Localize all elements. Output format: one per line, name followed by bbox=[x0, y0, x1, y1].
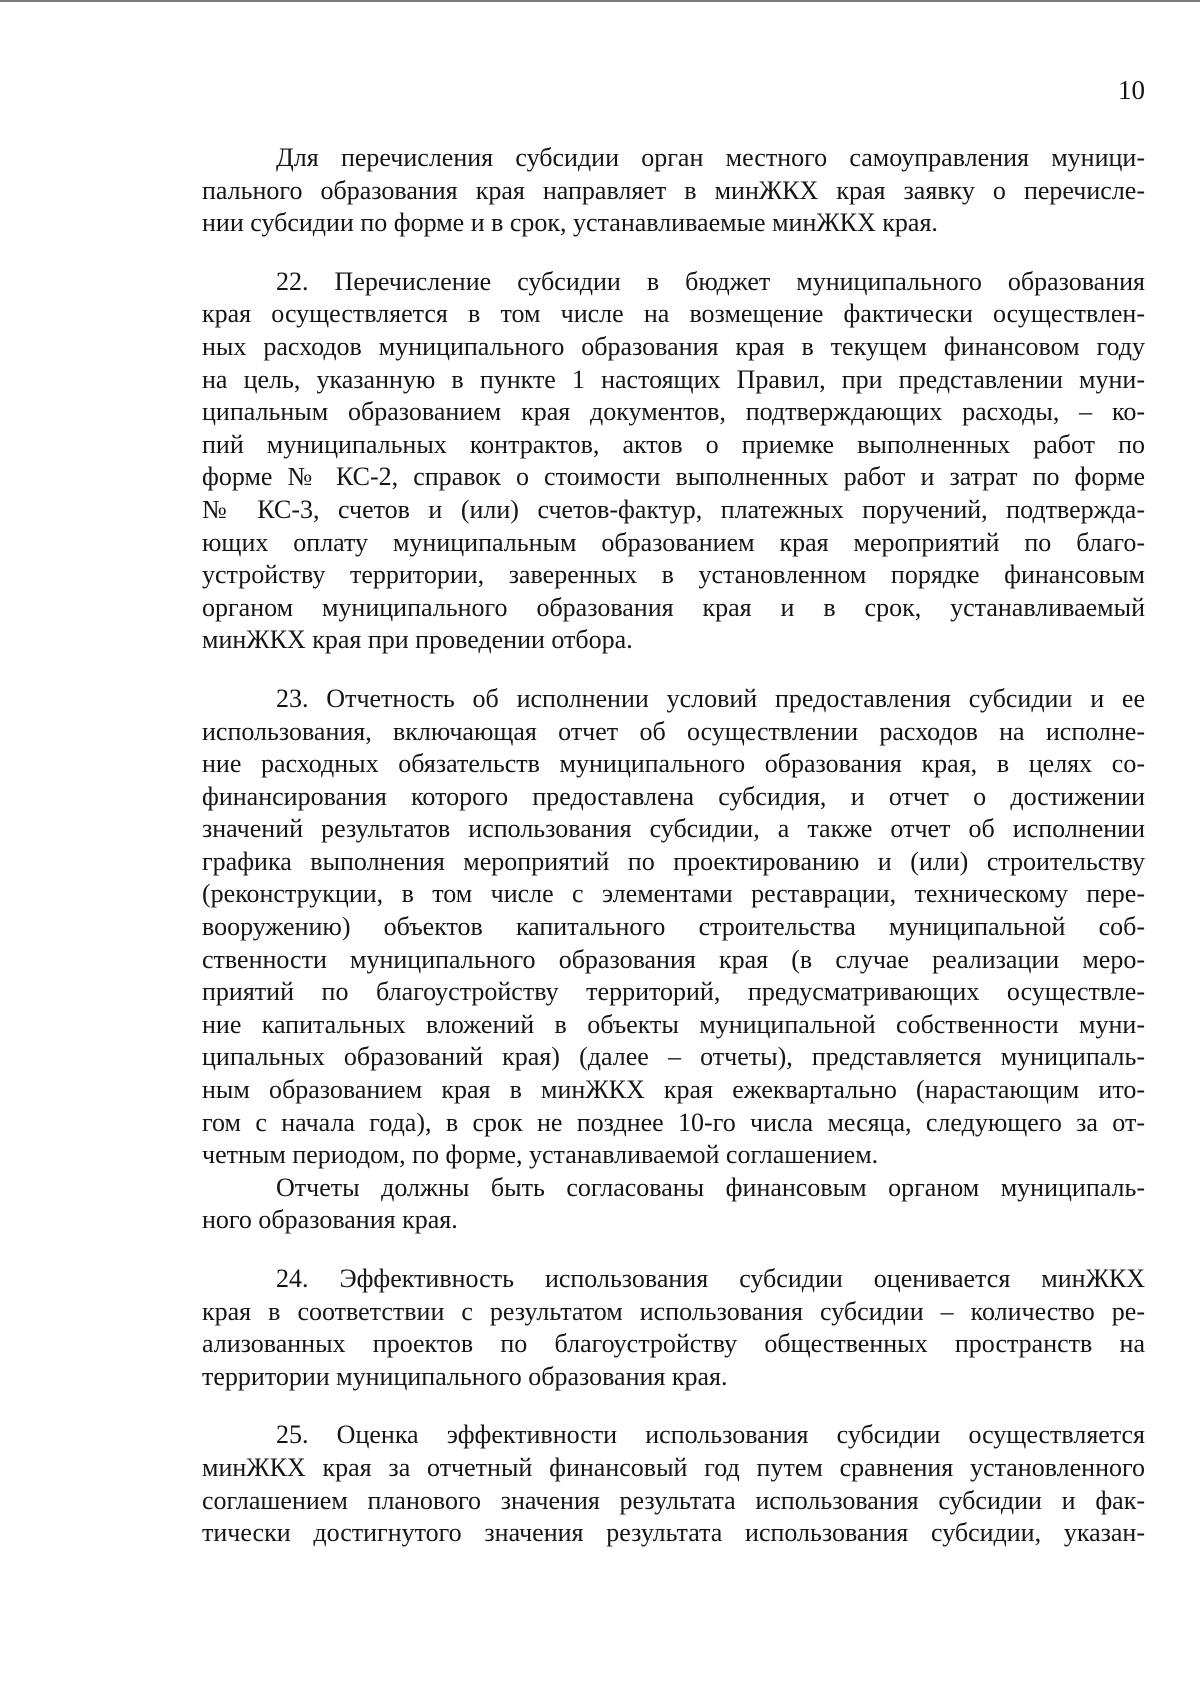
text-line: графика выполнения мероприятий по проектированию и (или) строительству bbox=[202, 846, 1145, 876]
text-line: 23. Отчетность об исполнении условий предоставления субсидии и ее bbox=[276, 683, 1145, 713]
text-line: четным периодом, по форме, устанавливаемой соглашением. bbox=[202, 1140, 879, 1170]
scan-edge-line bbox=[0, 0, 1200, 2]
text-line: 22. Перечисление субсидии в бюджет муниципального образования bbox=[276, 266, 1145, 296]
text-line: гом с начала года), в срок не позднее 10-го числа месяца, следующего за от- bbox=[202, 1107, 1145, 1137]
text-line: пального образования края направляет в минЖКХ края заявку о перечисле- bbox=[202, 175, 1145, 205]
paragraph-clause-25 bbox=[202, 1419, 1145, 1549]
text-line: минЖКХ края при проведении отбора. bbox=[202, 625, 633, 655]
paragraph-clause-24 bbox=[202, 1263, 1145, 1393]
text-line: № КС-3, счетов и (или) счетов-фактур, платежных поручений, подтвержда- bbox=[202, 494, 1145, 524]
text-line: на цель, указанную в пункте 1 настоящих Правил, при представлении муни- bbox=[202, 364, 1145, 394]
text-line: минЖКХ края за отчетный финансовый год путем сравнения установленного bbox=[202, 1452, 1145, 1482]
text-line: ние капитальных вложений в объекты муниципальной собственности муни- bbox=[202, 1009, 1145, 1039]
page-number: 10 bbox=[1118, 75, 1145, 105]
text-line: ципальным образованием края документов, подтверждающих расходы, – ко- bbox=[202, 397, 1145, 427]
paragraph-clause-22 bbox=[202, 266, 1145, 657]
text-line: территории муниципального образования края. bbox=[202, 1361, 728, 1391]
text-line: значений результатов использования субсидии, а также отчет об исполнении bbox=[202, 814, 1145, 844]
paragraph-clause-23 bbox=[202, 683, 1145, 1172]
text-line: нии субсидии по форме и в срок, устанавливаемые минЖКХ края. bbox=[202, 208, 938, 238]
text-line: Отчеты должны быть согласованы финансовым органом муниципаль- bbox=[276, 1172, 1145, 1202]
text-line: форме № КС-2, справок о стоимости выполненных работ и затрат по форме bbox=[202, 462, 1145, 492]
text-line: устройству территории, заверенных в установленном порядке финансовым bbox=[202, 560, 1145, 590]
text-line: соглашением планового значения результата использования субсидии и фак- bbox=[202, 1485, 1145, 1515]
text-line: 25. Оценка эффективности использования субсидии осуществляется bbox=[276, 1420, 1145, 1450]
text-line: вооружению) объектов капитального строительства муниципальной соб- bbox=[202, 912, 1145, 942]
text-line: ных расходов муниципального образования края в текущем финансовом году bbox=[202, 331, 1145, 361]
text-line: края в соответствии с результатом использования субсидии – количество ре- bbox=[202, 1296, 1145, 1326]
text-line: края осуществляется в том числе на возмещение фактически осуществлен- bbox=[202, 299, 1145, 329]
text-line: пий муниципальных контрактов, актов о приемке выполненных работ по bbox=[202, 429, 1145, 459]
text-line: использования, включающая отчет об осуществлении расходов на исполне- bbox=[202, 716, 1145, 746]
text-line: ющих оплату муниципальным образованием края мероприятий по благо- bbox=[202, 527, 1145, 557]
text-line: Для перечисления субсидии орган местного самоуправления муници- bbox=[276, 143, 1145, 172]
text-line: органом муниципального образования края и в срок, устанавливаемый bbox=[202, 592, 1145, 622]
text-line: 24. Эффективность использования субсидии оценивается минЖКХ bbox=[276, 1264, 1145, 1293]
text-line: ние расходных обязательств муниципального образования края, в целях со- bbox=[202, 749, 1145, 779]
text-line: ственности муниципального образования края (в случае реализации меро- bbox=[202, 944, 1145, 974]
paragraph-reports-agreement bbox=[202, 1172, 1145, 1237]
text-line: ного образования края. bbox=[202, 1205, 458, 1235]
text-line: (реконструкции, в том числе с элементами реставрации, техническому пере- bbox=[202, 879, 1145, 909]
text-line: тически достигнутого значения результата использования субсидии, указан- bbox=[202, 1518, 1145, 1548]
text-line: приятий по благоустройству территорий, предусматривающих осуществле- bbox=[202, 977, 1145, 1007]
text-line: ализованных проектов по благоустройству общественных пространств на bbox=[202, 1329, 1145, 1359]
paragraph-subsidy-request bbox=[202, 142, 1145, 240]
text-line: ципальных образований края) (далее – отчеты), представляется муниципаль- bbox=[202, 1042, 1145, 1072]
document-body bbox=[202, 142, 1145, 1550]
text-line: ным образованием края в минЖКХ края ежеквартально (нарастающим ито- bbox=[202, 1075, 1145, 1105]
text-line: финансирования которого предоставлена субсидия, и отчет о достижении bbox=[202, 781, 1145, 811]
